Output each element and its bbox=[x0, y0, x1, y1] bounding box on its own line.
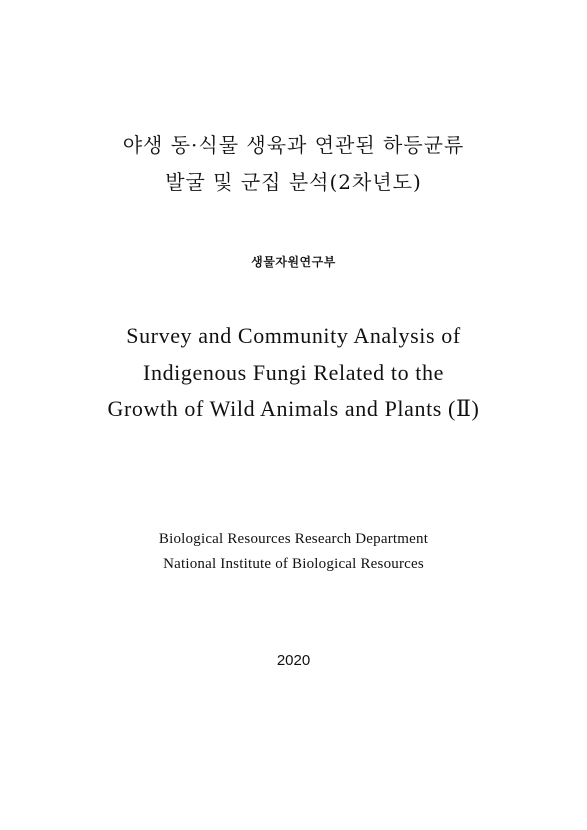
english-title-line-2: Indigenous Fungi Related to the bbox=[143, 360, 444, 385]
department-name: Biological Resources Research Department bbox=[158, 531, 429, 547]
korean-title-line-2: 발굴 및 군집 분석(2차년도) bbox=[165, 170, 422, 194]
english-title-line-1: Survey and Community Analysis of bbox=[126, 323, 461, 348]
english-title-line-3: Growth of Wild Animals and Plants (Ⅱ) bbox=[107, 396, 480, 421]
publication-year: 2020 bbox=[276, 652, 311, 669]
institute-name: National Institute of Biological Resources bbox=[163, 556, 424, 572]
korean-title-line-1: 야생 동·식물 생육과 연관된 하등균류 bbox=[122, 133, 465, 157]
korean-department-name: 생물자원연구부 bbox=[251, 255, 336, 269]
